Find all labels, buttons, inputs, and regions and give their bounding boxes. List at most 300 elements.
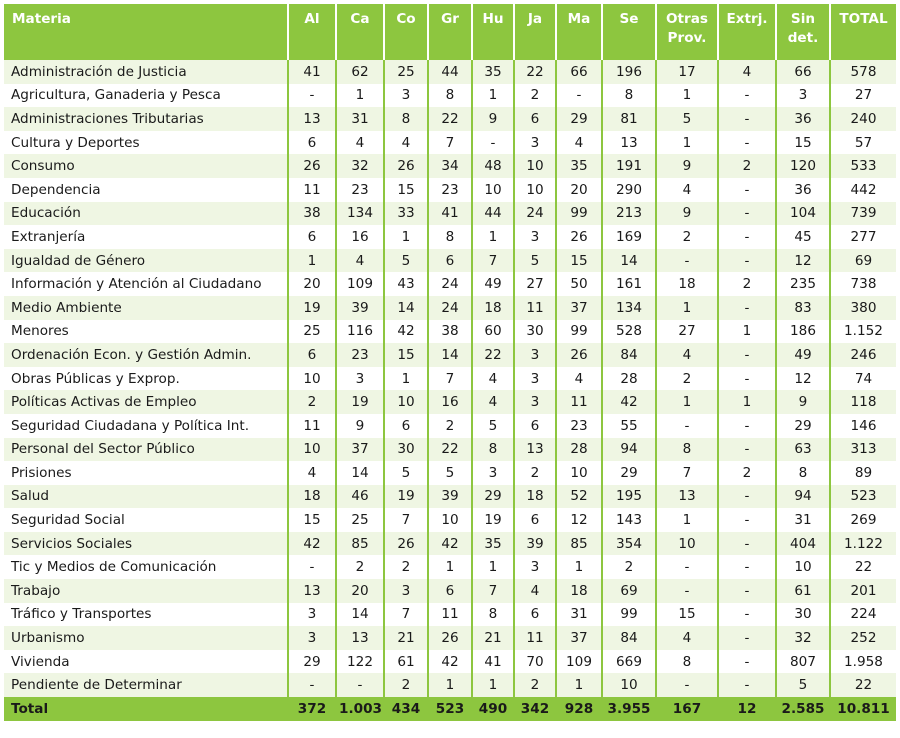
table-cell: 19 bbox=[384, 485, 428, 509]
table-row bbox=[4, 555, 896, 579]
table-cell: 1 bbox=[656, 84, 718, 108]
table-cell: 213 bbox=[602, 202, 656, 226]
table-cell: 1.152 bbox=[830, 320, 896, 344]
table-cell: 29 bbox=[776, 414, 830, 438]
row-label: Seguridad Social bbox=[4, 508, 288, 532]
table-cell: 35 bbox=[472, 532, 514, 556]
table-cell: 23 bbox=[428, 178, 472, 202]
column-header: Ma bbox=[556, 4, 602, 60]
table-cell: 31 bbox=[556, 603, 602, 627]
table-cell: 10 bbox=[472, 178, 514, 202]
row-label: Políticas Activas de Empleo bbox=[4, 390, 288, 414]
table-row bbox=[4, 202, 896, 226]
table-cell: 134 bbox=[336, 202, 384, 226]
table-cell: 30 bbox=[776, 603, 830, 627]
table-cell: 18 bbox=[514, 485, 556, 509]
table-cell: 41 bbox=[472, 650, 514, 674]
table-cell: - bbox=[718, 249, 776, 273]
table-cell: 19 bbox=[336, 390, 384, 414]
total-cell: 10.811 bbox=[830, 697, 896, 721]
table-cell: 14 bbox=[336, 461, 384, 485]
table-cell: - bbox=[718, 603, 776, 627]
table-row bbox=[4, 390, 896, 414]
total-cell: 3.955 bbox=[602, 697, 656, 721]
table-cell: - bbox=[656, 414, 718, 438]
table-cell: 1 bbox=[656, 296, 718, 320]
table-cell: - bbox=[656, 673, 718, 697]
table-cell: 1 bbox=[656, 508, 718, 532]
table-cell: 5 bbox=[384, 249, 428, 273]
table-row bbox=[4, 225, 896, 249]
table-cell: 1 bbox=[472, 673, 514, 697]
row-label: Administraciones Tributarias bbox=[4, 107, 288, 131]
table-cell: 15 bbox=[656, 603, 718, 627]
table-cell: 15 bbox=[556, 249, 602, 273]
table-cell: - bbox=[718, 508, 776, 532]
table-cell: 146 bbox=[830, 414, 896, 438]
table-cell: - bbox=[718, 367, 776, 391]
table-cell: 578 bbox=[830, 60, 896, 84]
table-cell: 85 bbox=[556, 532, 602, 556]
table-cell: 49 bbox=[472, 272, 514, 296]
table-cell: 17 bbox=[656, 60, 718, 84]
table-cell: 37 bbox=[556, 296, 602, 320]
table-cell: 14 bbox=[336, 603, 384, 627]
table-cell: 2 bbox=[656, 367, 718, 391]
data-table bbox=[4, 4, 896, 721]
table-row bbox=[4, 60, 896, 84]
table-cell: 10 bbox=[514, 154, 556, 178]
total-label: Total bbox=[4, 697, 288, 721]
table-cell: 738 bbox=[830, 272, 896, 296]
table-cell: 161 bbox=[602, 272, 656, 296]
table-cell: 20 bbox=[336, 579, 384, 603]
table-cell: 63 bbox=[776, 438, 830, 462]
table-cell: 7 bbox=[428, 367, 472, 391]
table-cell: 3 bbox=[336, 367, 384, 391]
table-cell: 9 bbox=[336, 414, 384, 438]
table-cell: 118 bbox=[830, 390, 896, 414]
column-header: Gr bbox=[428, 4, 472, 60]
table-cell: 3 bbox=[514, 225, 556, 249]
table-cell: - bbox=[718, 650, 776, 674]
table-cell: 10 bbox=[776, 555, 830, 579]
table-cell: 1 bbox=[556, 673, 602, 697]
table-cell: 18 bbox=[472, 296, 514, 320]
table-cell: 36 bbox=[776, 178, 830, 202]
total-cell: 342 bbox=[514, 697, 556, 721]
table-row bbox=[4, 579, 896, 603]
table-cell: 7 bbox=[384, 603, 428, 627]
table-cell: - bbox=[718, 225, 776, 249]
table-cell: 15 bbox=[384, 178, 428, 202]
table-cell: 313 bbox=[830, 438, 896, 462]
table-cell: 11 bbox=[288, 178, 336, 202]
table-cell: 25 bbox=[336, 508, 384, 532]
table-cell: 7 bbox=[656, 461, 718, 485]
table-cell: 15 bbox=[776, 131, 830, 155]
table-cell: 10 bbox=[602, 673, 656, 697]
table-cell: 3 bbox=[514, 131, 556, 155]
table-cell: 25 bbox=[288, 320, 336, 344]
table-cell: 109 bbox=[556, 650, 602, 674]
table-cell: 60 bbox=[472, 320, 514, 344]
table-row bbox=[4, 296, 896, 320]
table-cell: 3 bbox=[514, 343, 556, 367]
table-cell: 38 bbox=[428, 320, 472, 344]
table-cell: 81 bbox=[602, 107, 656, 131]
column-header: Ja bbox=[514, 4, 556, 60]
table-cell: - bbox=[718, 202, 776, 226]
row-label: Medio Ambiente bbox=[4, 296, 288, 320]
table-row bbox=[4, 650, 896, 674]
table-cell: 50 bbox=[556, 272, 602, 296]
table-cell: - bbox=[718, 555, 776, 579]
table-cell: 41 bbox=[428, 202, 472, 226]
table-cell: 1 bbox=[384, 225, 428, 249]
table-cell: 669 bbox=[602, 650, 656, 674]
table-cell: 42 bbox=[428, 650, 472, 674]
total-cell: 2.585 bbox=[776, 697, 830, 721]
table-cell: 6 bbox=[514, 508, 556, 532]
table-cell: - bbox=[718, 485, 776, 509]
table-cell: 2 bbox=[656, 225, 718, 249]
table-cell: - bbox=[718, 414, 776, 438]
table-cell: 42 bbox=[428, 532, 472, 556]
total-cell: 523 bbox=[428, 697, 472, 721]
table-cell: 22 bbox=[830, 673, 896, 697]
table-cell: 57 bbox=[830, 131, 896, 155]
table-cell: 10 bbox=[288, 438, 336, 462]
table-cell: 44 bbox=[472, 202, 514, 226]
table-cell: 380 bbox=[830, 296, 896, 320]
table-row bbox=[4, 131, 896, 155]
table-cell: 84 bbox=[602, 343, 656, 367]
table-cell: 26 bbox=[556, 225, 602, 249]
table-cell: - bbox=[718, 579, 776, 603]
table-cell: 224 bbox=[830, 603, 896, 627]
table-cell: 739 bbox=[830, 202, 896, 226]
row-label: Dependencia bbox=[4, 178, 288, 202]
table-cell: 8 bbox=[472, 438, 514, 462]
table-cell: - bbox=[656, 249, 718, 273]
table-cell: 13 bbox=[288, 107, 336, 131]
table-cell: 120 bbox=[776, 154, 830, 178]
table-cell: 195 bbox=[602, 485, 656, 509]
row-label: Agricultura, Ganaderia y Pesca bbox=[4, 84, 288, 108]
table-cell: 15 bbox=[384, 343, 428, 367]
table-cell: 27 bbox=[656, 320, 718, 344]
column-header: Extrj. bbox=[718, 4, 776, 60]
table-cell: 15 bbox=[288, 508, 336, 532]
column-header-total: TOTAL bbox=[830, 4, 896, 60]
table-cell: 42 bbox=[602, 390, 656, 414]
table-cell: 3 bbox=[384, 84, 428, 108]
table-cell: 18 bbox=[556, 579, 602, 603]
table-cell: - bbox=[718, 107, 776, 131]
table-body bbox=[4, 60, 896, 697]
table-cell: 3 bbox=[514, 390, 556, 414]
table-cell: 235 bbox=[776, 272, 830, 296]
table-cell: 6 bbox=[428, 579, 472, 603]
row-label: Educación bbox=[4, 202, 288, 226]
table-cell: 83 bbox=[776, 296, 830, 320]
table-cell: 10 bbox=[288, 367, 336, 391]
table-cell: 5 bbox=[776, 673, 830, 697]
table-cell: 290 bbox=[602, 178, 656, 202]
table-cell: 6 bbox=[514, 107, 556, 131]
table-cell: 1.958 bbox=[830, 650, 896, 674]
table-cell: 104 bbox=[776, 202, 830, 226]
table-cell: 4 bbox=[656, 178, 718, 202]
table-cell: 11 bbox=[428, 603, 472, 627]
table-cell: 5 bbox=[428, 461, 472, 485]
table-cell: 10 bbox=[384, 390, 428, 414]
table-cell: 528 bbox=[602, 320, 656, 344]
row-label: Igualdad de Género bbox=[4, 249, 288, 273]
row-label: Extranjería bbox=[4, 225, 288, 249]
table-cell: 41 bbox=[288, 60, 336, 84]
total-row bbox=[4, 697, 896, 721]
table-cell: 2 bbox=[514, 673, 556, 697]
table-cell: 3 bbox=[514, 555, 556, 579]
table-cell: 2 bbox=[514, 84, 556, 108]
table-cell: 34 bbox=[428, 154, 472, 178]
table-cell: - bbox=[556, 84, 602, 108]
table-cell: 7 bbox=[384, 508, 428, 532]
table-cell: 14 bbox=[602, 249, 656, 273]
table-cell: 22 bbox=[472, 343, 514, 367]
table-cell: 252 bbox=[830, 626, 896, 650]
table-row bbox=[4, 249, 896, 273]
table-row bbox=[4, 84, 896, 108]
table-cell: 2 bbox=[384, 673, 428, 697]
table-cell: 134 bbox=[602, 296, 656, 320]
table-cell: 8 bbox=[384, 107, 428, 131]
table-cell: 33 bbox=[384, 202, 428, 226]
table-cell: 26 bbox=[384, 154, 428, 178]
table-cell: 27 bbox=[514, 272, 556, 296]
table-cell: 354 bbox=[602, 532, 656, 556]
table-cell: 10 bbox=[514, 178, 556, 202]
table-cell: 191 bbox=[602, 154, 656, 178]
header-row bbox=[4, 4, 896, 60]
row-label: Vivienda bbox=[4, 650, 288, 674]
table-cell: 21 bbox=[472, 626, 514, 650]
row-label: Prisiones bbox=[4, 461, 288, 485]
table-cell: 22 bbox=[428, 438, 472, 462]
table-cell: 35 bbox=[472, 60, 514, 84]
table-cell: 85 bbox=[336, 532, 384, 556]
total-cell: 372 bbox=[288, 697, 336, 721]
table-cell: 6 bbox=[288, 131, 336, 155]
table-cell: - bbox=[288, 555, 336, 579]
row-label: Seguridad Ciudadana y Política Int. bbox=[4, 414, 288, 438]
table-cell: 9 bbox=[656, 202, 718, 226]
table-cell: 11 bbox=[514, 296, 556, 320]
table-cell: 4 bbox=[472, 390, 514, 414]
row-label: Servicios Sociales bbox=[4, 532, 288, 556]
table-cell: 61 bbox=[776, 579, 830, 603]
table-cell: 10 bbox=[428, 508, 472, 532]
table-cell: 11 bbox=[514, 626, 556, 650]
table-cell: 37 bbox=[556, 626, 602, 650]
table-cell: 5 bbox=[656, 107, 718, 131]
table-cell: 6 bbox=[514, 603, 556, 627]
table-cell: 66 bbox=[556, 60, 602, 84]
table-cell: 4 bbox=[472, 367, 514, 391]
table-cell: 26 bbox=[556, 343, 602, 367]
table-cell: 12 bbox=[776, 249, 830, 273]
column-header-otras-prov: Otras Prov. bbox=[656, 4, 718, 60]
total-cell: 490 bbox=[472, 697, 514, 721]
table-cell: 69 bbox=[830, 249, 896, 273]
table-cell: 23 bbox=[336, 343, 384, 367]
table-cell: - bbox=[718, 131, 776, 155]
table-cell: 269 bbox=[830, 508, 896, 532]
total-cell: 167 bbox=[656, 697, 718, 721]
table-cell: 2 bbox=[428, 414, 472, 438]
table-cell: 26 bbox=[288, 154, 336, 178]
table-cell: 3 bbox=[776, 84, 830, 108]
table-cell: 240 bbox=[830, 107, 896, 131]
column-header: Se bbox=[602, 4, 656, 60]
table-cell: 13 bbox=[602, 131, 656, 155]
table-cell: 16 bbox=[336, 225, 384, 249]
table-cell: 9 bbox=[472, 107, 514, 131]
table-cell: 6 bbox=[384, 414, 428, 438]
row-label: Salud bbox=[4, 485, 288, 509]
table-cell: 2 bbox=[384, 555, 428, 579]
table-cell: 23 bbox=[556, 414, 602, 438]
table-cell: 38 bbox=[288, 202, 336, 226]
table-cell: 6 bbox=[514, 414, 556, 438]
table-cell: 3 bbox=[288, 603, 336, 627]
table-cell: 32 bbox=[776, 626, 830, 650]
table-cell: 4 bbox=[556, 367, 602, 391]
table-cell: 1 bbox=[336, 84, 384, 108]
table-cell: 13 bbox=[288, 579, 336, 603]
table-cell: 1 bbox=[556, 555, 602, 579]
table-cell: 24 bbox=[428, 272, 472, 296]
table-cell: 21 bbox=[384, 626, 428, 650]
table-cell: 1 bbox=[472, 555, 514, 579]
table-cell: 1 bbox=[288, 249, 336, 273]
table-cell: 61 bbox=[384, 650, 428, 674]
table-cell: 30 bbox=[384, 438, 428, 462]
table-cell: 52 bbox=[556, 485, 602, 509]
table-cell: 6 bbox=[288, 343, 336, 367]
table-cell: 186 bbox=[776, 320, 830, 344]
table-cell: 24 bbox=[514, 202, 556, 226]
table-cell: 18 bbox=[656, 272, 718, 296]
table-cell: 5 bbox=[472, 414, 514, 438]
row-label: Tráfico y Transportes bbox=[4, 603, 288, 627]
table-cell: - bbox=[718, 84, 776, 108]
table-cell: 84 bbox=[602, 626, 656, 650]
table-cell: 27 bbox=[830, 84, 896, 108]
row-label: Trabajo bbox=[4, 579, 288, 603]
table-cell: 22 bbox=[428, 107, 472, 131]
table-cell: 201 bbox=[830, 579, 896, 603]
table-cell: 20 bbox=[556, 178, 602, 202]
table-cell: 23 bbox=[336, 178, 384, 202]
total-cell: 1.003 bbox=[336, 697, 384, 721]
table-cell: - bbox=[718, 673, 776, 697]
table-cell: 4 bbox=[556, 131, 602, 155]
table-row bbox=[4, 485, 896, 509]
table-cell: 6 bbox=[288, 225, 336, 249]
table-cell: 7 bbox=[472, 579, 514, 603]
table-cell: 5 bbox=[514, 249, 556, 273]
table-cell: 4 bbox=[656, 626, 718, 650]
table-cell: 4 bbox=[656, 343, 718, 367]
table-cell: 196 bbox=[602, 60, 656, 84]
total-cell: 434 bbox=[384, 697, 428, 721]
table-row bbox=[4, 532, 896, 556]
table-cell: - bbox=[718, 343, 776, 367]
table-cell: 6 bbox=[428, 249, 472, 273]
row-label: Ordenación Econ. y Gestión Admin. bbox=[4, 343, 288, 367]
table-cell: 22 bbox=[830, 555, 896, 579]
row-label: Pendiente de Determinar bbox=[4, 673, 288, 697]
table-cell: 13 bbox=[514, 438, 556, 462]
column-header: Hu bbox=[472, 4, 514, 60]
table-cell: 26 bbox=[428, 626, 472, 650]
table-cell: 8 bbox=[602, 84, 656, 108]
table-cell: 25 bbox=[384, 60, 428, 84]
table-cell: - bbox=[288, 84, 336, 108]
table-cell: 45 bbox=[776, 225, 830, 249]
table-cell: 13 bbox=[656, 485, 718, 509]
table-cell: 26 bbox=[384, 532, 428, 556]
table-cell: - bbox=[718, 296, 776, 320]
table-cell: - bbox=[656, 579, 718, 603]
table-cell: 55 bbox=[602, 414, 656, 438]
column-header-sin-det: Sin det. bbox=[776, 4, 830, 60]
table-cell: 277 bbox=[830, 225, 896, 249]
table-cell: 4 bbox=[514, 579, 556, 603]
table-cell: 3 bbox=[288, 626, 336, 650]
table-cell: 10 bbox=[556, 461, 602, 485]
table-cell: 70 bbox=[514, 650, 556, 674]
table-cell: 39 bbox=[336, 296, 384, 320]
table-cell: 1 bbox=[656, 131, 718, 155]
table-cell: 1 bbox=[718, 320, 776, 344]
table-cell: 31 bbox=[336, 107, 384, 131]
table-cell: 116 bbox=[336, 320, 384, 344]
column-header-materia: Materia bbox=[4, 4, 288, 60]
table-cell: 143 bbox=[602, 508, 656, 532]
table-cell: 29 bbox=[288, 650, 336, 674]
table-row bbox=[4, 154, 896, 178]
table-cell: 24 bbox=[428, 296, 472, 320]
table-cell: 32 bbox=[336, 154, 384, 178]
table-cell: 69 bbox=[602, 579, 656, 603]
table-cell: 1 bbox=[718, 390, 776, 414]
table-cell: 42 bbox=[384, 320, 428, 344]
table-cell: 37 bbox=[336, 438, 384, 462]
row-label: Administración de Justicia bbox=[4, 60, 288, 84]
table-cell: 42 bbox=[288, 532, 336, 556]
table-cell: 12 bbox=[776, 367, 830, 391]
table-cell: 10 bbox=[656, 532, 718, 556]
table-cell: - bbox=[718, 626, 776, 650]
table-cell: - bbox=[718, 532, 776, 556]
table-cell: 35 bbox=[556, 154, 602, 178]
table-cell: 49 bbox=[776, 343, 830, 367]
table-cell: 39 bbox=[514, 532, 556, 556]
